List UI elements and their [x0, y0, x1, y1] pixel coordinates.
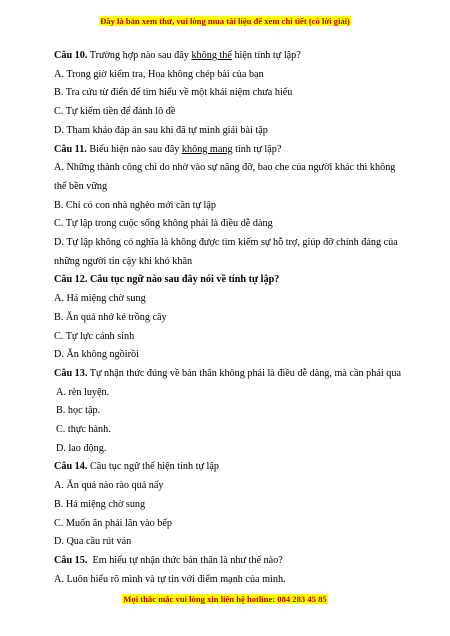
question-15-stem: [54, 552, 424, 571]
question-14-option-d: D. Qua cầu rút ván: [54, 536, 132, 548]
question-11-option-a-cont: thể bền vững: [54, 180, 108, 192]
question-10-option-b: B. Tra cứu từ điển để tìm hiểu về một khái niệm chưa hiểu: [54, 87, 293, 99]
question-13-option-a: A. rèn luyện.: [56, 386, 110, 398]
question-12-option-c: C. Tự lực cánh sinh: [54, 330, 135, 342]
question-10-option-c: C. Tự kiếm tiền để đánh lô đề: [54, 106, 176, 118]
question-13-option-d: D. lao động.: [56, 442, 107, 454]
question-13-option-b: B. học tập.: [56, 405, 101, 417]
question-11-option-b: B. Chỉ có con nhà nghèo mới cần tự lập: [54, 199, 216, 211]
question-11-stem: [54, 141, 424, 160]
question-10-option-d: D. Tham khảo đáp án sau khi đã tự mình giải bài tập: [54, 124, 268, 136]
question-14-label: Câu 14.: [54, 461, 88, 473]
question-12-option-d: D. Ăn không ngồirồi: [54, 349, 139, 361]
question-14-text: Câu tục ngữ thể hiện tính tự lập: [87, 461, 219, 473]
question-14-option-c: C. Muốn ăn phải lăn vào bếp: [54, 517, 172, 529]
question-14-stem: [54, 458, 424, 477]
question-12-option-a: A. Há miệng chờ sung: [54, 293, 146, 305]
question-14-option-a: A. Ăn quả nào rào quả nấy: [54, 480, 164, 492]
question-11-label: Câu 11.: [54, 143, 87, 155]
question-15-text: Em hiểu tự nhận thức bản thân là như thế nào?: [87, 554, 283, 566]
preview-notice-text: Đây là bản xem thử, vui lòng mua tài liệu để xem chi tiết (có lời giải): [100, 16, 350, 26]
question-10-stem: [54, 47, 424, 66]
question-15-label: Câu 15.: [54, 554, 88, 566]
preview-notice-banner: [0, 16, 450, 26]
question-11-option-c: C. Tự lập trong cuộc sống không phải là điều dễ dàng: [54, 218, 273, 230]
question-10-label: Câu 10.: [54, 50, 88, 61]
question-14-option-b: B. Há miệng chờ sung: [54, 498, 146, 510]
question-list: [54, 47, 424, 589]
question-13-text: Tự nhận thức đúng về bản thân không phải là điều dễ dàng, mà cần phải qua: [87, 367, 401, 379]
question-13-stem: [54, 365, 424, 384]
question-11-option-d: D. Tự lập không có nghĩa là không được tìm kiếm sự hỗ trợ, giúp đỡ chính đáng của: [54, 237, 398, 249]
question-11-emphasis: không mang: [181, 143, 233, 155]
question-11-text: Biểu hiện nào sau đây: [86, 143, 182, 155]
question-12-option-b: B. Ăn quả nhớ kẻ trồng cây: [54, 311, 167, 323]
question-11-text-end: tính tự lập?: [232, 143, 282, 155]
contact-hotline-banner: [0, 594, 450, 604]
contact-hotline-text: Mọi thắc mắc vui lòng xin liên hệ hotline: 084 283 45 85: [123, 594, 327, 604]
question-10-text-end: hiện tính tự lập?: [231, 50, 301, 61]
question-13-label: Câu 13.: [54, 367, 88, 379]
question-11-option-a: A. Những thành công chỉ do nhờ vào sự nâng đỡ, bao che của người khác thì không: [54, 162, 396, 174]
question-12-stem: Câu 12. Câu tục ngữ nào sau đây nói về tính tự lập?: [54, 274, 280, 286]
question-13-option-c: C. thực hành.: [56, 424, 111, 436]
question-10-text: Trường hợp nào sau đây: [87, 50, 192, 61]
question-11-option-d-cont: những người tin cậy khi khó khăn: [54, 255, 193, 267]
question-10-emphasis: không thể: [191, 50, 232, 61]
question-15-option-a: A. Luôn hiểu rõ mình và tự tin với điểm mạnh của mình.: [54, 573, 286, 585]
question-10-option-a: A. Trong giờ kiểm tra, Hoa không chép bài của bạn: [54, 68, 264, 80]
